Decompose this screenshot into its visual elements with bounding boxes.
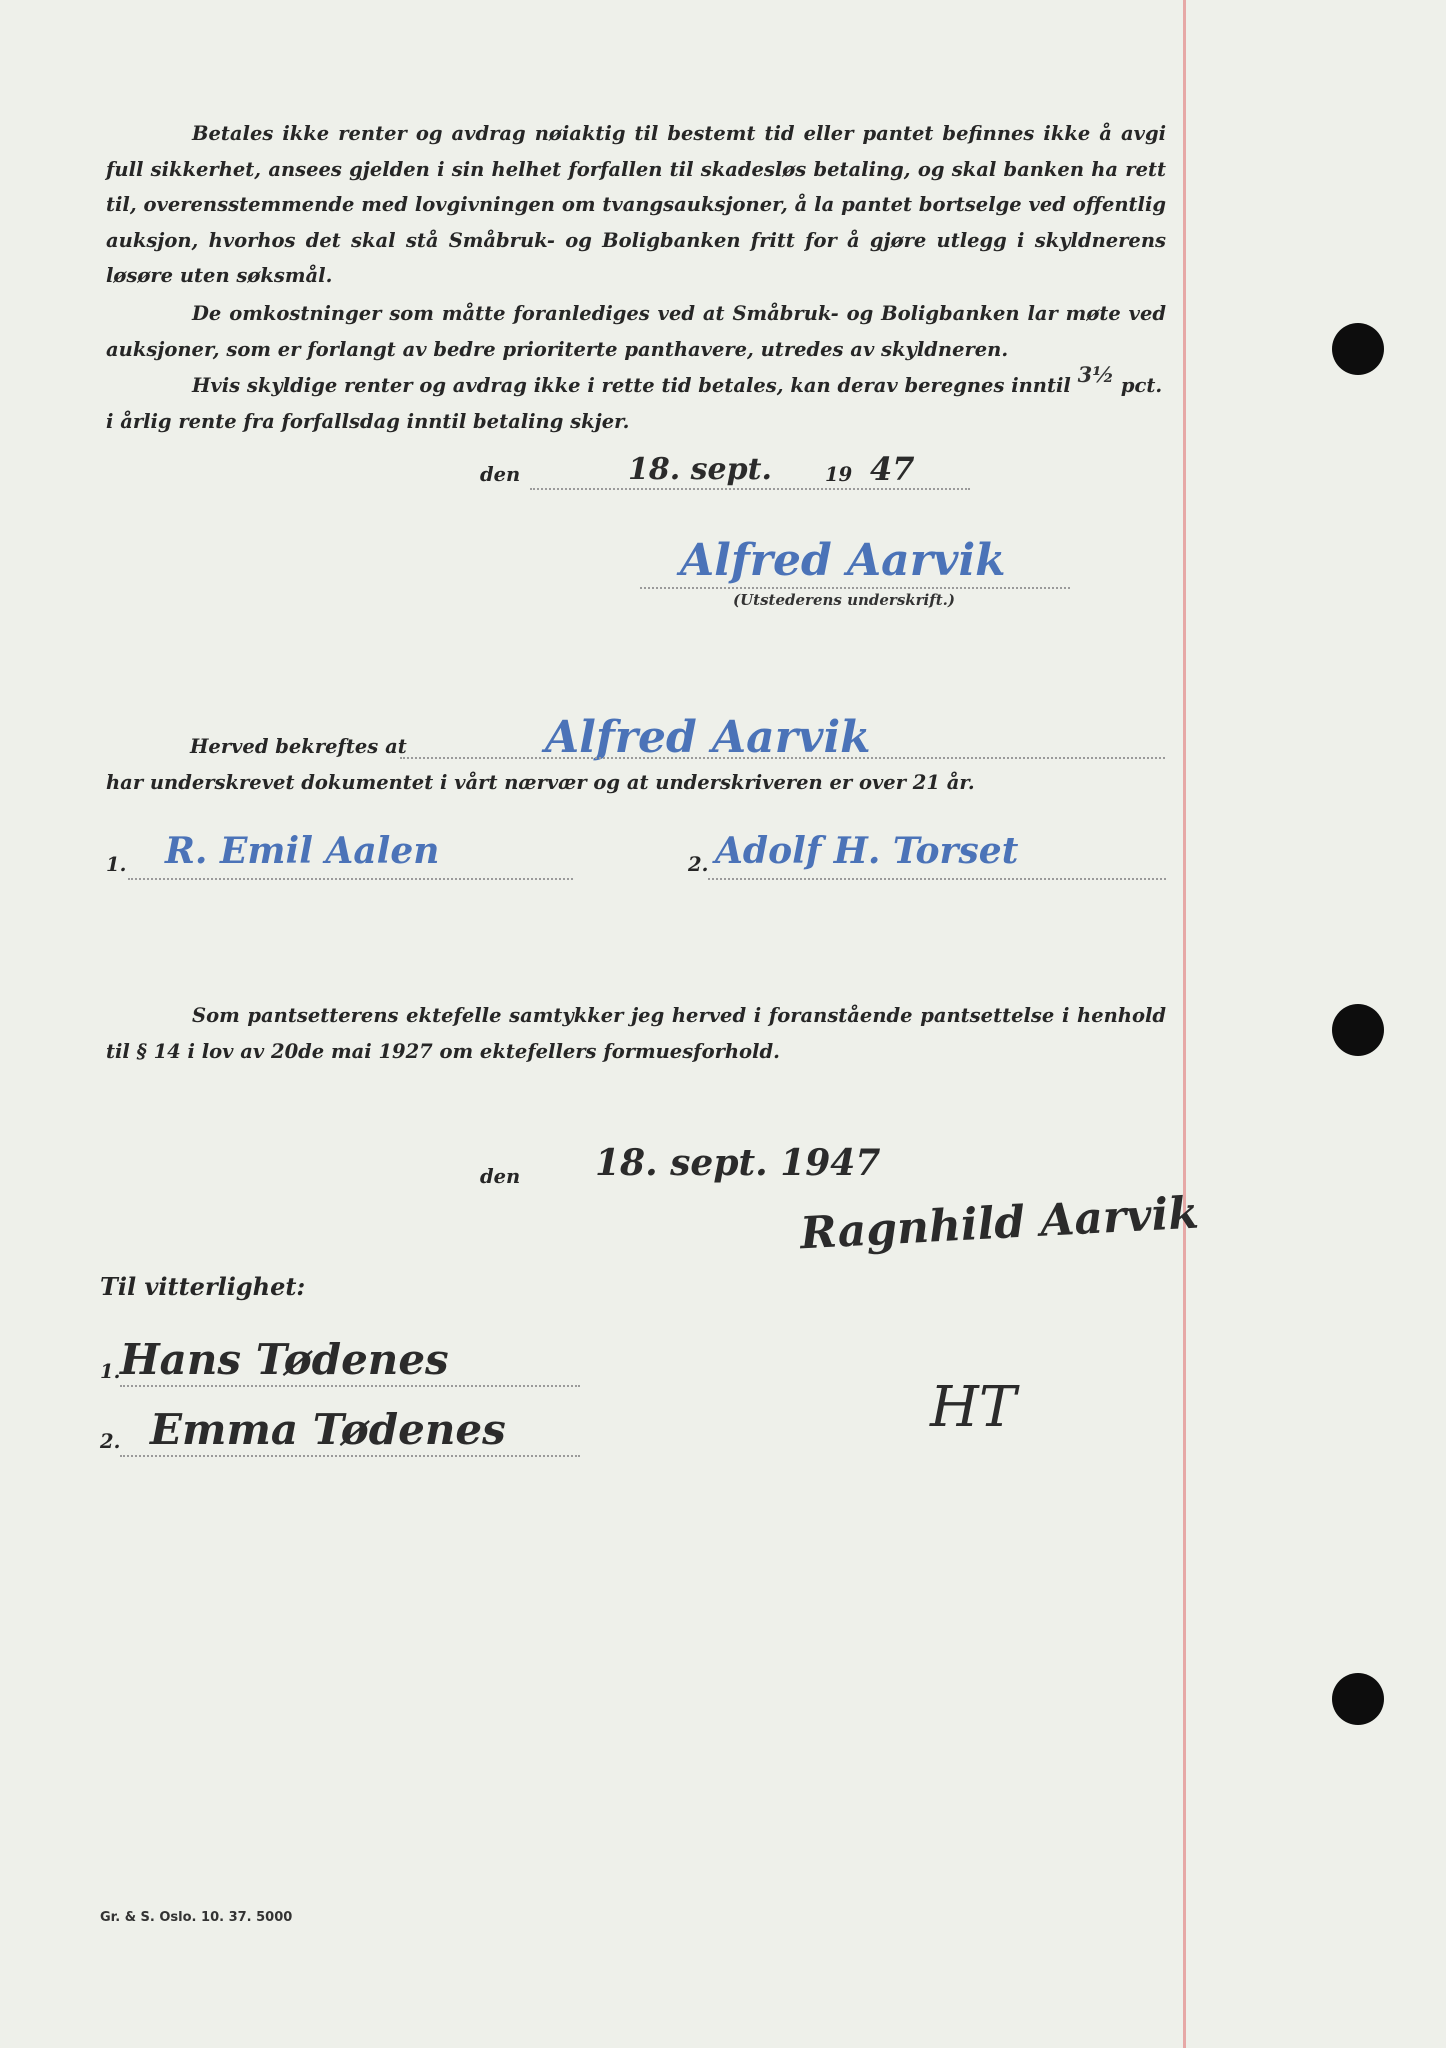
interest-rate: 3½ (1077, 362, 1115, 387)
witness-a-number: 1. (100, 1360, 121, 1383)
initials-mark: HT (930, 1375, 1017, 1440)
witness-a-signature: Hans Tødenes (120, 1335, 449, 1384)
paragraph-interest: Hvis skyldige renter og avdrag ikke i rette tid betales, kan derav beregnes inntil 3½ pct. i årlig rente fra forfallsdag inntil betaling skjer. (106, 362, 1163, 433)
confirmation-dotline (400, 757, 1165, 759)
date1-year-hand: 47 (870, 450, 915, 488)
date1-year-prefix: 19 (825, 463, 853, 486)
paragraph-auction-costs: De omkostninger som måtte foranlediges ved at Småbruk- og Boligbanken lar møte ved auksjoner, som er forlangt av bedre prioriterte panthavere, utredes av skyldneren. (106, 302, 1166, 361)
date1-dotline (530, 488, 970, 490)
date1-handwritten: 18. sept. (628, 452, 772, 487)
witness-b-number: 2. (100, 1430, 121, 1453)
witness-b-dotline (120, 1455, 580, 1457)
paragraph-spouse-consent: Som pantsetterens ektefelle samtykker jeg herved i foranstående pantsettelse i henhold til § 14 i lov av 20de mai 1927 om ektefellers formuesforhold. (106, 1004, 1166, 1063)
witness1-dotline (128, 878, 573, 880)
witness1-signature: R. Emil Aalen (165, 830, 440, 872)
issuer-caption: (Utstederens underskrift.) (733, 591, 955, 609)
date2-handwritten: 18. sept. 1947 (595, 1142, 881, 1184)
punch-hole-middle (1332, 1004, 1384, 1056)
paragraph-default-terms: Betales ikke renter og avdrag nøiaktig til bestemt tid eller pantet befinnes ikke å avgi full sikkerhet, ansees gjelden i sin helhet forfallen til skadesløs betaling, og skal banken ha rett til, overensstemmende med lovgivningen om tvangsauksjoner, å la pantet bortselge ved offentlig auksjon, hvorhos det skal stå Småbruk- og Boligbanken fritt for å gjøre utlegg i skyldnerens løsøre uten søksmål. (106, 122, 1166, 287)
witness-b-signature: Emma Tødenes (150, 1405, 506, 1454)
date2-label: den (480, 1165, 521, 1188)
printer-footer: Gr. & S. Oslo. 10. 37. 5000 (100, 1910, 293, 1925)
punch-hole-top (1332, 323, 1384, 375)
spouse-signature: Ragnhild Aarvik (798, 1187, 1201, 1260)
bleed-through-text (210, 440, 218, 466)
confirmation-label: Herved bekreftes at (190, 735, 407, 758)
date1-label: den (480, 463, 521, 486)
witness1-number: 1. (106, 853, 127, 876)
confirmation-text: har underskrevet dokumentet i vårt nærvær og at underskriveren er over 21 år. (106, 771, 975, 794)
issuer-signature-line (640, 587, 1070, 589)
margin-line (1183, 0, 1186, 2048)
witness-a-dotline (120, 1385, 580, 1387)
confirmation-name: Alfred Aarvik (545, 712, 871, 763)
issuer-signature: Alfred Aarvik (680, 535, 1006, 586)
witness2-dotline (708, 878, 1166, 880)
witness2-signature: Adolf H. Torset (715, 830, 1019, 872)
punch-hole-bottom (1332, 1673, 1384, 1725)
witnesses-heading: Til vitterlighet: (100, 1272, 306, 1301)
witness2-number: 2. (688, 853, 709, 876)
